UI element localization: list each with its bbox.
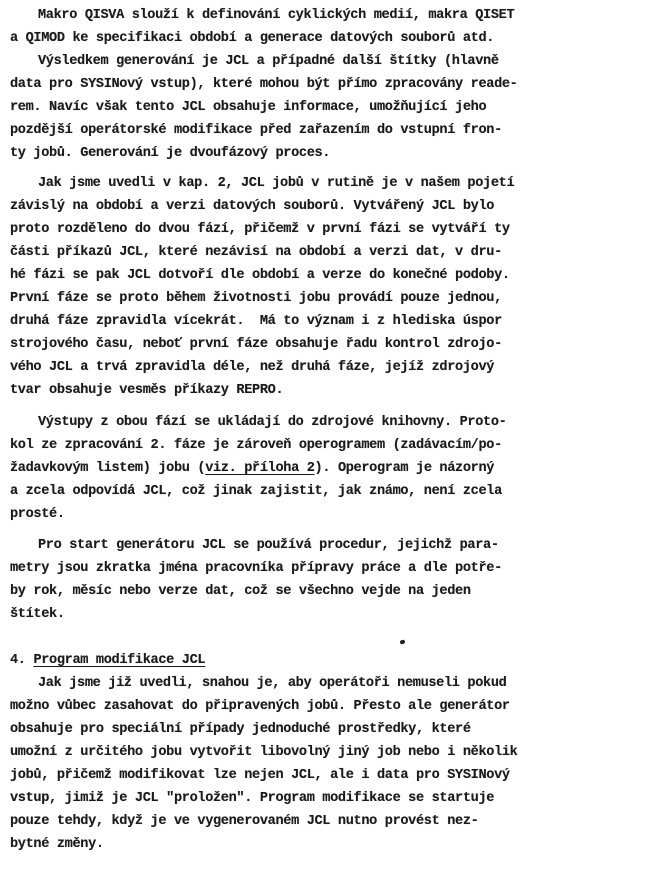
- paragraph-5-line-1: Pro start generátoru JCL se používá procedur, jejichž para-: [38, 538, 499, 553]
- paragraph-1-line-2: a QIMOD ke specifikaci období a generace datových souborů atd.: [10, 31, 495, 46]
- paragraph-4-line-3-end: ). Operogram je názorný: [314, 461, 495, 476]
- paragraph-3-line-5: hé fázi se pak JCL dotvoří dle období a verze do konečné podoby.: [10, 268, 510, 283]
- paragraph-4-line-3-start: žadavkovým listem) jobu (: [10, 461, 206, 476]
- paragraph-3-line-6: První fáze se proto během životnosti jobu provádí pouze jednou,: [10, 291, 502, 306]
- paragraph-6-line-7: pouze tehdy, když je ve vygenerovaném JCL nutno provést nez-: [10, 814, 479, 829]
- paragraph-2-line-4: pozdější operátorské modifikace před zařazením do vstupní fron-: [10, 123, 502, 138]
- paragraph-6-line-6: vstup, jimiž je JCL "proložen". Program modifikace se startuje: [10, 791, 495, 806]
- appendix-2-reference: viz. příloha 2: [205, 461, 315, 476]
- paragraph-3-line-8: strojového času, neboť první fáze obsahuje řadu kontrol zdrojo-: [10, 337, 502, 352]
- paragraph-4-line-1: Výstupy z obou fází se ukládají do zdrojové knihovny. Proto-: [38, 415, 507, 430]
- paragraph-3-line-4: části příkazů JCL, které nezávisí na období a verzi dat, v dru-: [10, 245, 502, 260]
- paragraph-3-line-1: Jak jsme uvedli v kap. 2, JCL jobů v rutině je v našem pojetí: [38, 176, 515, 191]
- ink-speck: [399, 639, 405, 644]
- paragraph-2-line-2: data pro SYSINový vstup), které mohou být přímo zpracovány reade-: [10, 77, 518, 92]
- paragraph-6-line-2: možno vůbec zasahovat do připravených jobů. Přesto ale generátor: [10, 699, 510, 714]
- paragraph-2-line-3: rem. Navíc však tento JCL obsahuje informace, umožňující jeho: [10, 100, 487, 115]
- paragraph-6-line-3: obsahuje pro speciální případy jednoduché prostředky, které: [10, 722, 471, 737]
- paragraph-1-line-1: Makro QISVA slouží k definování cyklických medií, makra QISET: [38, 8, 515, 23]
- paragraph-3-line-10: tvar obsahuje vesměs příkazy REPRO.: [10, 383, 284, 398]
- paragraph-4-line-3: [10, 459, 494, 479]
- paragraph-2-line-1: Výsledkem generování je JCL a případné další štítky (hlavně: [38, 54, 499, 69]
- paragraph-6-line-5: jobů, přičemž modifikovat lze nejen JCL, ale i data pro SYSINový: [10, 768, 510, 783]
- paragraph-3-line-7: druhá fáze zpravidla vícekrát. Má to význam i z hlediska úspor: [10, 314, 502, 329]
- paragraph-3-line-2: závislý na období a verzi datových souborů. Vytvářený JCL bylo: [10, 199, 495, 214]
- paragraph-5-line-2: metry jsou zkratka jména pracovníka přípravy práce a dle potře-: [10, 561, 502, 576]
- paragraph-5-line-4: štítek.: [10, 607, 65, 622]
- paragraph-5-line-3: by rok, měsíc nebo verze dat, což se všechno vejde na jeden: [10, 584, 471, 599]
- section-number: 4.: [10, 653, 26, 668]
- paragraph-6-line-4: umožní z určitého jobu vytvořit libovolný jiný job nebo i několik: [10, 745, 518, 760]
- section-title: Program modifikace JCL: [33, 653, 206, 668]
- paragraph-4-line-4: a zcela odpovídá JCL, což jinak zajistit, jak známo, není zcela: [10, 484, 502, 499]
- paragraph-4-line-2: kol ze zpracování 2. fáze je zároveň operogramem (zadávacím/po-: [10, 438, 502, 453]
- paragraph-2-line-5: ty jobů. Generování je dvoufázový proces.: [10, 146, 331, 161]
- paragraph-6-line-1: Jak jsme již uvedli, snahou je, aby operátoři nemuseli pokud: [38, 676, 507, 691]
- section-heading: [10, 651, 205, 671]
- paragraph-3-line-3: proto rozděleno do dvou fází, přičemž v první fázi se vytváří ty: [10, 222, 510, 237]
- paragraph-3-line-9: vého JCL a trvá zpravidla déle, než druhá fáze, jejíž zdrojový: [10, 360, 495, 375]
- paragraph-4-line-5: prosté.: [10, 507, 65, 522]
- paragraph-6-line-8: bytné změny.: [10, 837, 104, 852]
